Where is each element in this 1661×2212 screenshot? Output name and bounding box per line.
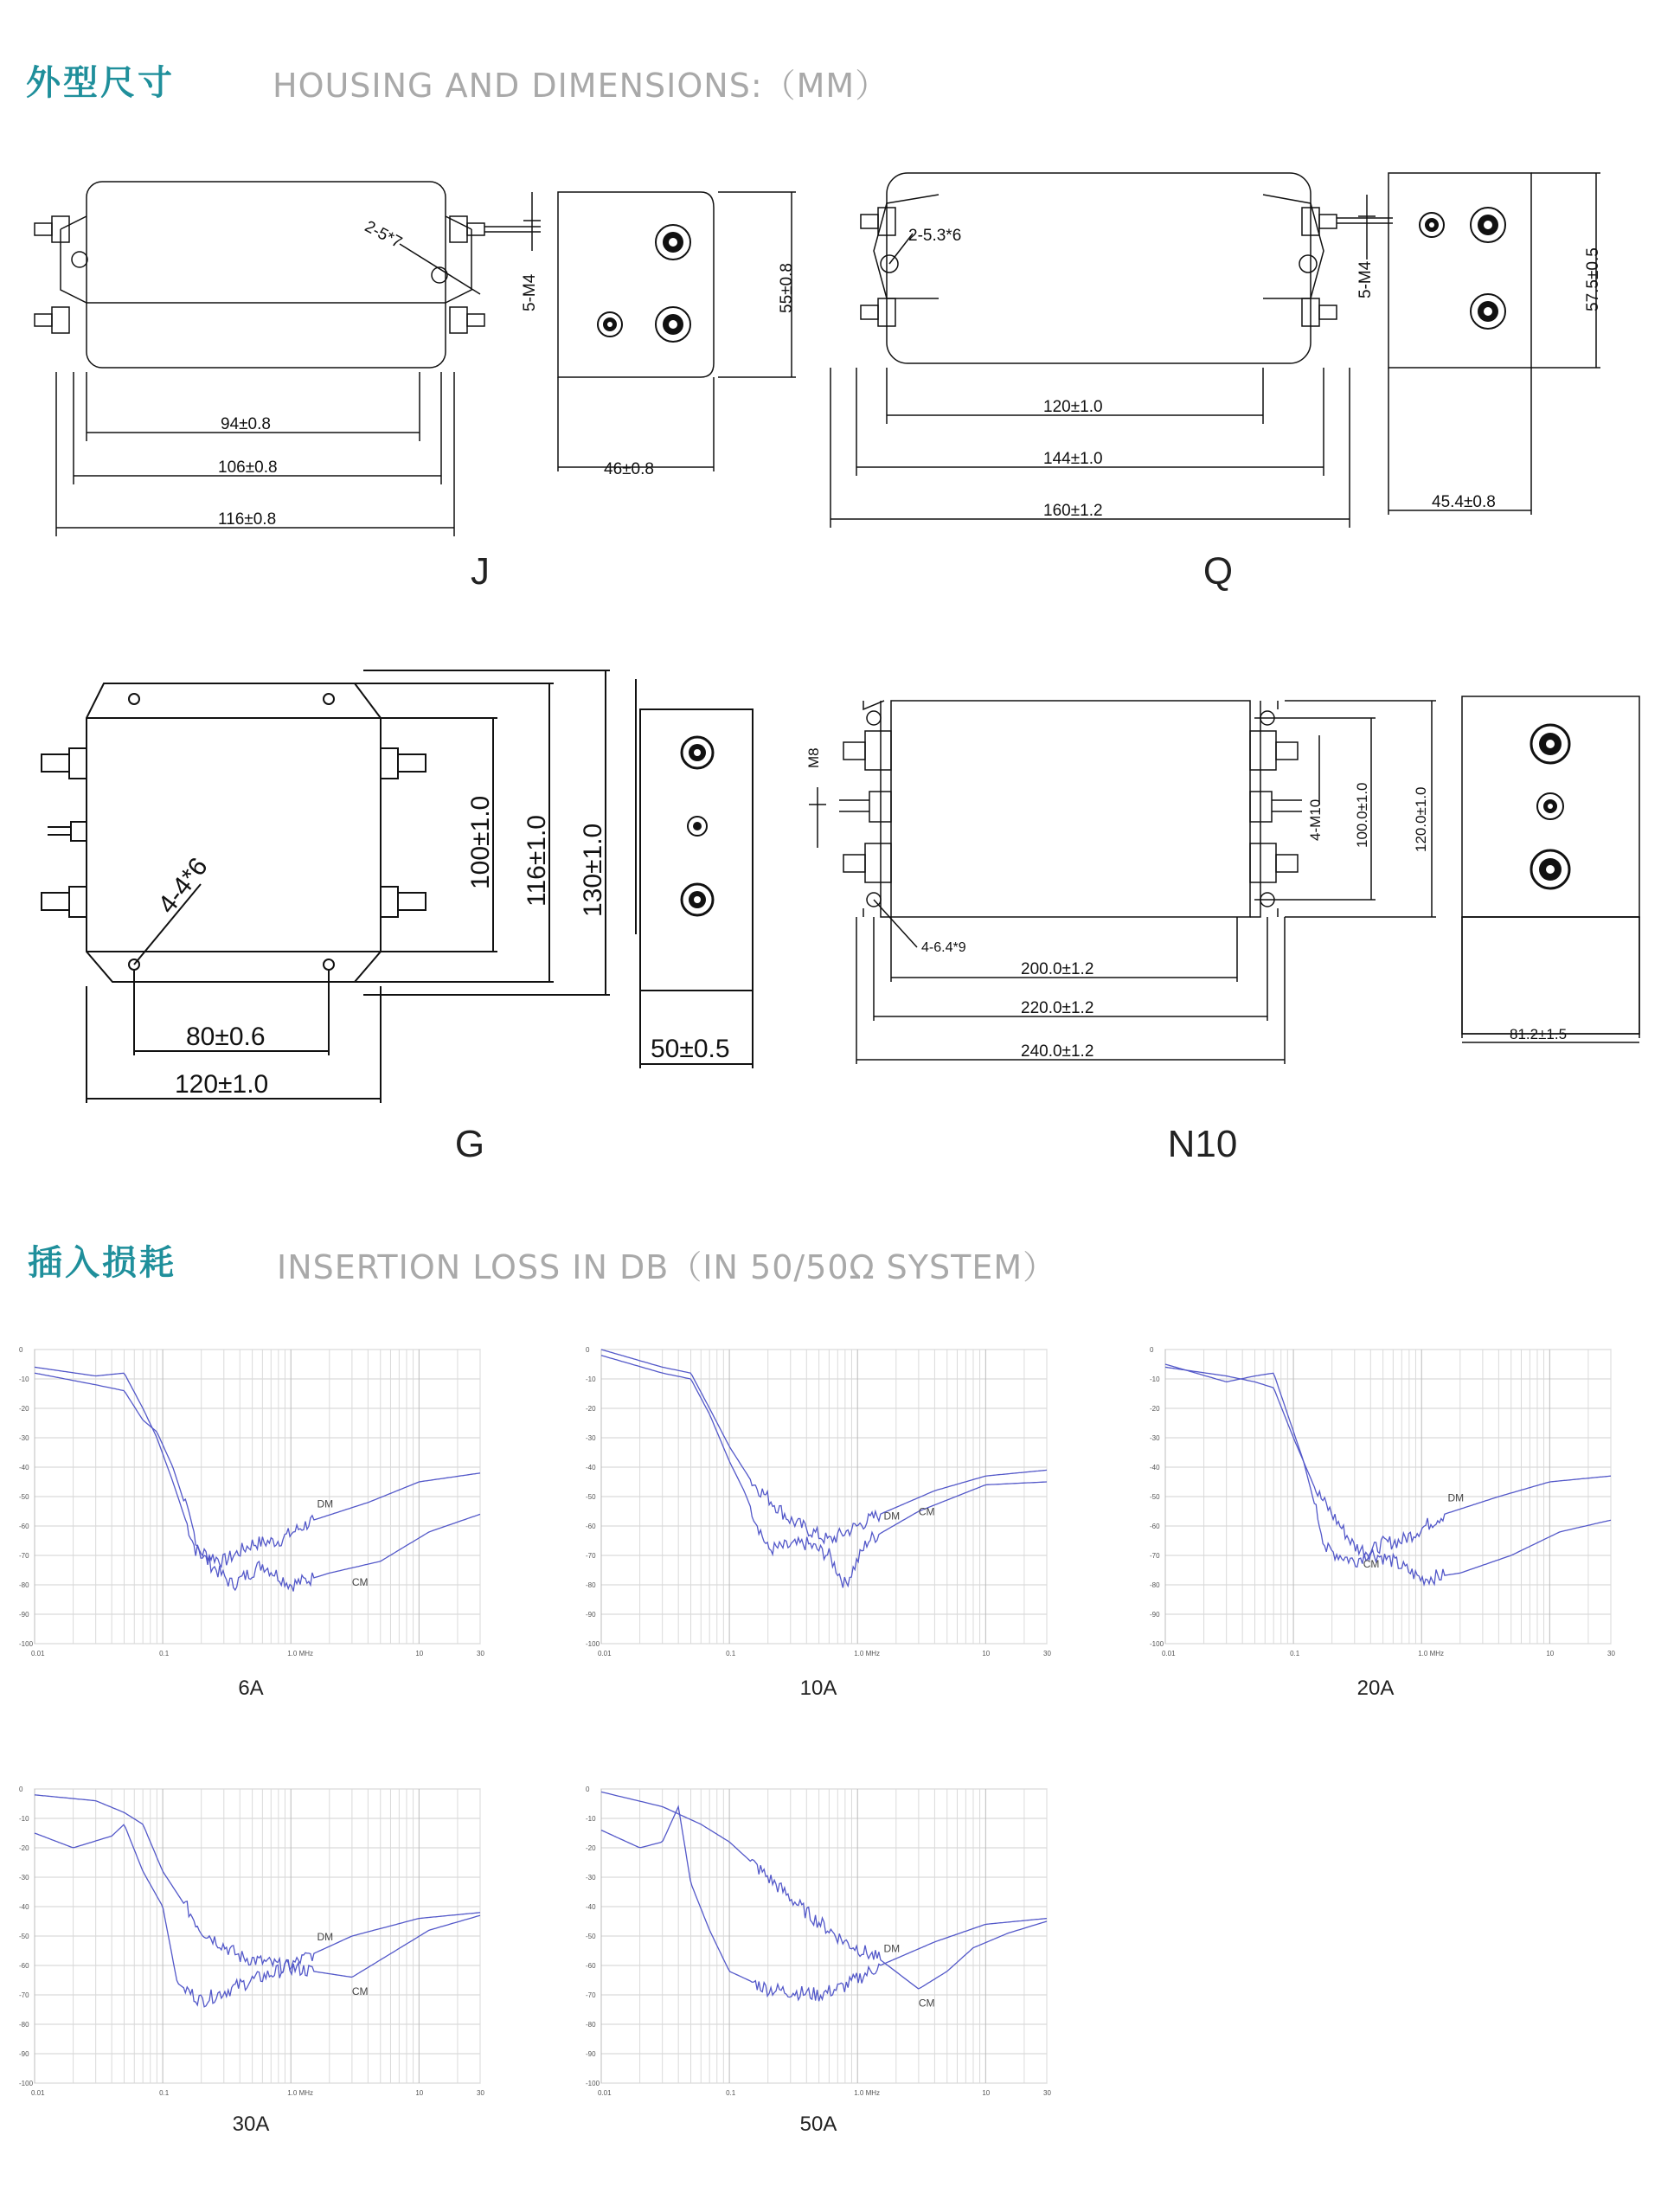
y-tick-label: -30 [1150, 1434, 1160, 1442]
x-tick-label: 10 [982, 2089, 991, 2097]
n10-screw-label: 4-M10 [1307, 798, 1324, 841]
x-tick-label: 10 [982, 1650, 991, 1657]
y-tick-label: -60 [19, 1962, 29, 1970]
y-tick-label: -100 [586, 1640, 600, 1648]
series-label-cm: CM [1363, 1557, 1380, 1570]
y-tick-label: -20 [19, 1405, 29, 1413]
section-insertion-loss-title-cn: 插入损耗 [28, 1243, 176, 1283]
chart-1 [586, 1346, 1051, 1657]
chart-label-50a: 50A [799, 2113, 837, 2136]
q-screw-label: 5-M4 [1356, 260, 1375, 298]
x-tick-label: 1.0 MHz [1418, 1650, 1445, 1657]
series-label-cm: CM [351, 1575, 369, 1588]
y-tick-label: -20 [586, 1405, 596, 1413]
y-tick-label: -70 [586, 1991, 596, 1999]
q-dim-144: 144±1.0 [1043, 450, 1103, 468]
n10-dim-240: 240.0±1.2 [1021, 1042, 1094, 1061]
y-tick-label: -30 [19, 1434, 29, 1442]
y-tick-label: -80 [586, 2021, 596, 2029]
chart-2 [1150, 1346, 1615, 1657]
j-dim-depth: 46±0.8 [604, 460, 654, 478]
g-dim-80: 80±0.6 [186, 1023, 266, 1051]
x-tick-label: 10 [415, 2089, 424, 2097]
y-tick-label: -40 [19, 1903, 29, 1911]
y-tick-label: -90 [19, 2050, 29, 2058]
x-tick-label: 1.0 MHz [854, 1650, 881, 1657]
n10-dim-120: 120.0±1.0 [1413, 786, 1429, 852]
chart-4 [586, 1786, 1051, 2097]
g-hole-label: 4-4*6 [152, 852, 214, 920]
series-label-cm: CM [351, 1985, 369, 1997]
y-tick-label: -30 [586, 1434, 596, 1442]
x-tick-label: 0.1 [726, 1650, 736, 1657]
x-tick-label: 0.1 [1290, 1650, 1300, 1657]
y-tick-label: -50 [1150, 1493, 1160, 1501]
section-insertion-loss-title-en: INSERTION LOSS IN DB（IN 50/50Ω SYSTEM） [277, 1248, 1057, 1286]
chart-label-20a: 20A [1356, 1677, 1395, 1700]
y-tick-label: -80 [1150, 1581, 1160, 1589]
x-tick-label: 0.01 [31, 1650, 45, 1657]
y-tick-label: -10 [19, 1375, 29, 1383]
x-tick-label: 0.01 [598, 2089, 612, 2097]
y-tick-label: 0 [19, 1346, 23, 1354]
j-dim-height: 55±0.8 [778, 263, 796, 313]
model-label-q: Q [1202, 550, 1234, 593]
section-dimensions-title-en: HOUSING AND DIMENSIONS:（MM） [273, 67, 889, 105]
y-tick-label: -50 [586, 1493, 596, 1501]
j-hole-label: 2-5*7 [361, 217, 405, 253]
q-dim-depth: 45.4±0.8 [1432, 493, 1496, 511]
y-tick-label: -60 [1150, 1523, 1160, 1530]
x-tick-label: 0.1 [159, 2089, 170, 2097]
model-label-n10: N10 [1167, 1123, 1238, 1165]
y-tick-label: -40 [586, 1464, 596, 1471]
y-tick-label: -70 [19, 1991, 29, 1999]
y-tick-label: -20 [1150, 1405, 1160, 1413]
x-tick-label: 0.1 [159, 1650, 170, 1657]
chart-label-10a: 10A [799, 1677, 837, 1700]
g-dim-130: 130±1.0 [579, 823, 607, 917]
x-tick-label: 30 [1043, 1650, 1051, 1657]
series-label-cm: CM [918, 1505, 935, 1518]
g-dim-120: 120±1.0 [175, 1070, 269, 1099]
y-tick-label: -90 [1150, 1611, 1160, 1619]
chart-label-30a: 30A [232, 2113, 270, 2136]
series-label-dm: DM [317, 1497, 334, 1510]
y-tick-label: -100 [1150, 1640, 1164, 1648]
y-tick-label: -90 [586, 1611, 596, 1619]
y-tick-label: -90 [19, 1611, 29, 1619]
j-dim-94: 94±0.8 [221, 415, 271, 433]
y-tick-label: -80 [19, 2021, 29, 2029]
y-tick-label: -70 [586, 1552, 596, 1560]
series-label-dm: DM [883, 1510, 901, 1523]
series-label-dm: DM [883, 1942, 901, 1955]
x-tick-label: 1.0 MHz [287, 2089, 314, 2097]
y-tick-label: -50 [19, 1493, 29, 1501]
y-tick-label: -40 [19, 1464, 29, 1471]
y-tick-label: -10 [586, 1375, 596, 1383]
j-dim-106: 106±0.8 [218, 458, 278, 477]
chart-3 [19, 1786, 484, 2097]
y-tick-label: -40 [586, 1903, 596, 1911]
y-tick-label: -10 [586, 1815, 596, 1823]
y-tick-label: -60 [586, 1523, 596, 1530]
x-tick-label: 0.01 [1162, 1650, 1176, 1657]
model-label-j: J [471, 550, 490, 593]
n10-dim-depth: 81.2±1.5 [1510, 1026, 1568, 1042]
q-dim-height: 57.5±0.5 [1584, 247, 1602, 311]
q-dim-120: 120±1.0 [1043, 398, 1103, 416]
y-tick-label: -40 [1150, 1464, 1160, 1471]
y-tick-label: -70 [19, 1552, 29, 1560]
y-tick-label: -30 [586, 1874, 596, 1882]
j-dim-116: 116±0.8 [218, 510, 277, 529]
chart-0 [19, 1346, 484, 1657]
chart-label-6a: 6A [238, 1677, 264, 1700]
q-hole-label: 2-5.3*6 [908, 227, 962, 245]
x-tick-label: 30 [1043, 2089, 1051, 2097]
y-tick-label: 0 [586, 1786, 590, 1793]
y-tick-label: -80 [19, 1581, 29, 1589]
x-tick-label: 30 [1607, 1650, 1615, 1657]
x-tick-label: 30 [477, 2089, 484, 2097]
section-dimensions-title-cn: 外型尺寸 [26, 63, 175, 103]
y-tick-label: -100 [19, 1640, 34, 1648]
x-tick-label: 1.0 MHz [287, 1650, 314, 1657]
n10-dim-200: 200.0±1.2 [1021, 960, 1094, 978]
y-tick-label: -10 [1150, 1375, 1160, 1383]
y-tick-label: -100 [586, 2080, 600, 2087]
x-tick-label: 1.0 MHz [854, 2089, 881, 2097]
j-screw-label: 5-M4 [521, 273, 539, 311]
series-label-dm: DM [317, 1930, 334, 1943]
y-tick-label: -20 [586, 1844, 596, 1852]
g-dim-100: 100±1.0 [466, 795, 495, 889]
g-dim-116: 116±1.0 [523, 815, 551, 907]
y-tick-label: -80 [586, 1581, 596, 1589]
y-tick-label: -60 [586, 1962, 596, 1970]
q-dim-160: 160±1.2 [1043, 502, 1103, 520]
y-tick-label: -50 [19, 1933, 29, 1940]
y-tick-label: -20 [19, 1844, 29, 1852]
x-tick-label: 0.01 [31, 2089, 45, 2097]
n10-dim-100: 100.0±1.0 [1354, 782, 1370, 848]
y-tick-label: -70 [1150, 1552, 1160, 1560]
y-tick-label: -100 [19, 2080, 34, 2087]
y-tick-label: -60 [19, 1523, 29, 1530]
n10-stud-label: M8 [805, 747, 822, 768]
y-tick-label: -50 [586, 1933, 596, 1940]
x-tick-label: 0.1 [726, 2089, 736, 2097]
series-label-cm: CM [918, 1997, 935, 2010]
x-tick-label: 0.01 [598, 1650, 612, 1657]
series-label-dm: DM [1447, 1491, 1465, 1504]
y-tick-label: 0 [586, 1346, 590, 1354]
x-tick-label: 30 [477, 1650, 484, 1657]
x-tick-label: 10 [1546, 1650, 1555, 1657]
y-tick-label: -90 [586, 2050, 596, 2058]
x-tick-label: 10 [415, 1650, 424, 1657]
model-label-g: G [454, 1123, 485, 1165]
n10-dim-220: 220.0±1.2 [1021, 999, 1094, 1017]
g-dim-depth: 50±0.5 [651, 1035, 730, 1063]
y-tick-label: -10 [19, 1815, 29, 1823]
y-tick-label: 0 [1150, 1346, 1154, 1354]
y-tick-label: 0 [19, 1786, 23, 1793]
n10-hole-label: 4-6.4*9 [921, 940, 966, 955]
y-tick-label: -30 [19, 1874, 29, 1882]
